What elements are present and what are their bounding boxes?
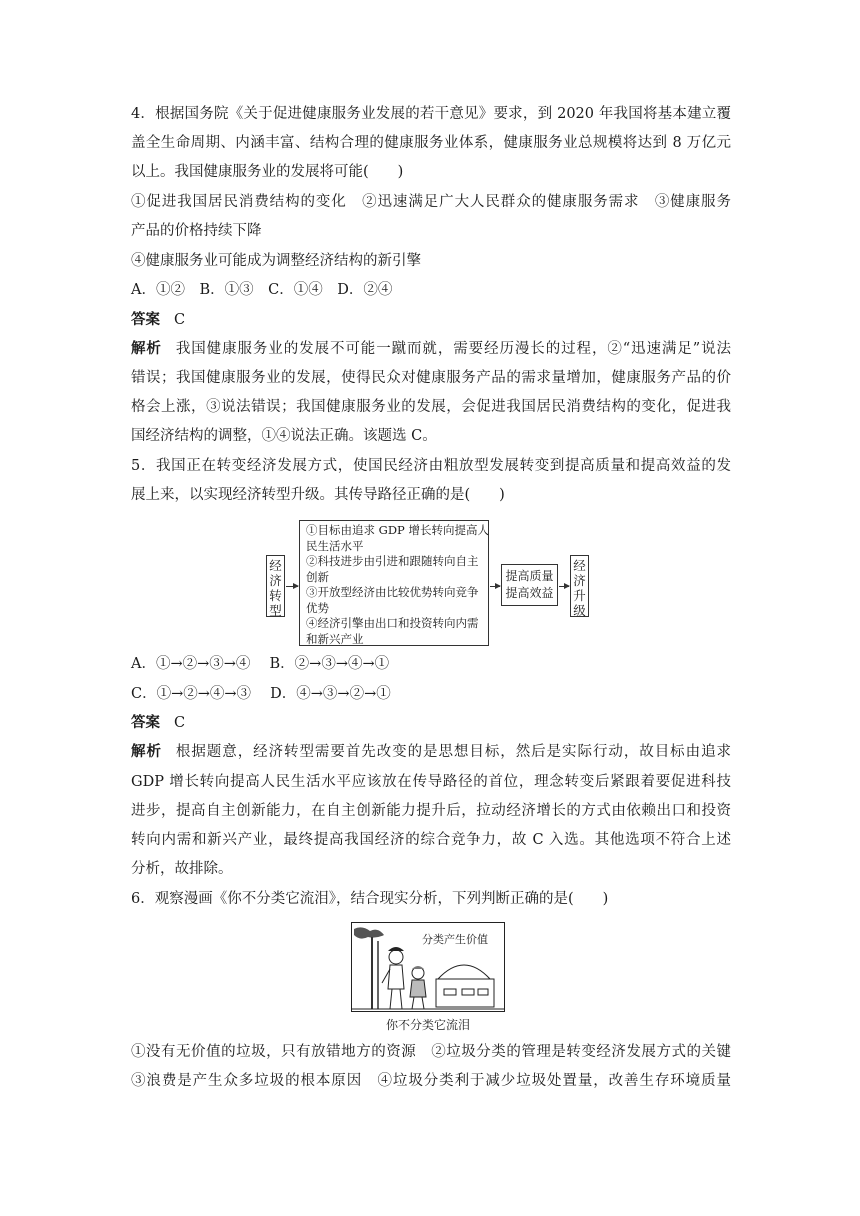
q6-option-line-1: ①没有无价值的垃圾，只有放错地方的资源 ②垃圾分类的管理是转变经济发展方式的关键 — [131, 1044, 731, 1060]
q5-stem-line-2: 展上来，以实现经济转型升级。其传导路径正确的是( ) — [131, 487, 505, 503]
analysis-label: 解析 — [131, 340, 162, 357]
answer-value: C — [174, 715, 186, 731]
path-step-line: ③开放型经济由比较优势转向竞争 — [306, 585, 479, 599]
cartoon-caption: 你不分类它流泪 — [385, 1018, 470, 1032]
q5-choices-line-2: C．①→②→④→③ D．④→③→②→① — [131, 686, 391, 702]
q6-stem: 6．观察漫画《你不分类它流泪》，结合现实分析，下列判断正确的是( ) — [131, 891, 609, 907]
q5-stem-line-1: 5．我国正在转变经济发展方式，使国民经济由粗放型发展转变到提高质量和提高效益的发 — [131, 458, 731, 474]
answer-value: C — [174, 312, 186, 328]
q5-analysis-line-4: 转向内需和新兴产业，最终提高我国经济的综合竞争力，故 C 入选。其他选项不符合上述 — [131, 832, 731, 848]
path-steps-box — [299, 520, 489, 646]
path-step-line: ①目标由追求 GDP 增长转向提高人 — [306, 523, 489, 537]
q4-analysis-line-4: 国经济结构的调整，①④说法正确。该题选 C。 — [131, 428, 437, 444]
economic-upgrade-label: 经济升级 — [573, 558, 586, 618]
q5-analysis-line-5: 分析，故排除。 — [131, 861, 233, 877]
analysis-text: 我国健康服务业的发展不可能一蹴而就，需要经历漫长的过程，②“迅速满足”说法 — [175, 341, 731, 357]
q4-option-line-3: ④健康服务业可能成为调整经济结构的新引擎 — [131, 253, 421, 269]
path-step-line: ④经济引擎由出口和投资转向内需 — [306, 616, 479, 630]
q5-choices-line-1: A．①→②→③→④ B．②→③→④→① — [131, 656, 390, 672]
path-step-line: 和新兴产业 — [306, 631, 364, 646]
q5-analysis-line-2: GDP 增长转向提高人民生活水平应该放在传导路径的首位，理念转变后紧跟着要促进科技 — [131, 774, 731, 790]
path-step-line: 优势 — [306, 600, 329, 615]
q4-analysis-line-3: 格会上涨，③说法错误；我国健康服务业的发展，会促进我国居民消费结构的变化，促进我 — [131, 399, 731, 415]
q4-option-line-1: ①促进我国居民消费结构的变化 ②迅速满足广大人民群众的健康服务需求 ③健康服务 — [131, 194, 731, 210]
economic-transition-box — [266, 555, 285, 617]
path-step-line: 民生活水平 — [306, 538, 364, 553]
q6-option-line-2: ③浪费是产生众多垃圾的根本原因 ④垃圾分类利于减少垃圾处置量，改善生存环境质量 — [131, 1073, 731, 1089]
analysis-text: 根据题意，经济转型需要首先改变的是思想目标，然后是实际行动，故目标由追求 — [175, 744, 732, 760]
answer-label: 答案 — [131, 311, 160, 328]
quality-efficiency-box — [501, 564, 558, 606]
arrow-icon — [490, 586, 500, 587]
q5-answer — [131, 713, 731, 733]
cartoon-title: 分类产生价值 — [422, 933, 488, 946]
path-step-line: 创新 — [306, 569, 329, 584]
cartoon-drawing — [352, 923, 504, 1011]
q4-stem-line-1: 4．根据国务院《关于促进健康服务业发展的若干意见》要求，到 2020 年我国将基本建立覆 — [131, 106, 731, 122]
q4-choices: A．①② B．①③ C．①④ D．②④ — [131, 282, 393, 298]
transmission-diagram — [266, 520, 596, 646]
efficiency-label: 提高效益 — [505, 586, 554, 600]
q4-stem-line-2: 盖全生命周期、内涵丰富、结构合理的健康服务业体系，健康服务业总规模将达到 8 万亿元 — [131, 135, 731, 151]
economic-upgrade-box — [570, 555, 589, 617]
arrow-icon — [286, 586, 298, 587]
q5-analysis-line-3: 进步，提高自主创新能力，在自主创新能力提升后，拉动经济增长的方式由依赖出口和投资 — [131, 803, 731, 819]
answer-label: 答案 — [131, 714, 160, 731]
path-step-line: ②科技进步由引进和跟随转向自主 — [306, 554, 479, 568]
analysis-label: 解析 — [131, 743, 162, 760]
q4-analysis-line-2: 错误；我国健康服务业的发展，使得民众对健康服务产品的需求量增加，健康服务产品的价 — [131, 370, 731, 386]
q4-answer — [131, 310, 731, 330]
q5-analysis-line-1 — [131, 742, 731, 762]
q4-stem-line-3: 以上。我国健康服务业的发展将可能( ) — [131, 164, 404, 180]
economic-transition-label: 经济转型 — [269, 558, 282, 618]
cartoon-image — [351, 922, 505, 1012]
arrow-icon — [559, 586, 569, 587]
quality-label: 提高质量 — [505, 569, 554, 583]
q4-option-line-2: 产品的价格持续下降 — [131, 223, 262, 239]
q4-analysis-line-1 — [131, 339, 731, 359]
